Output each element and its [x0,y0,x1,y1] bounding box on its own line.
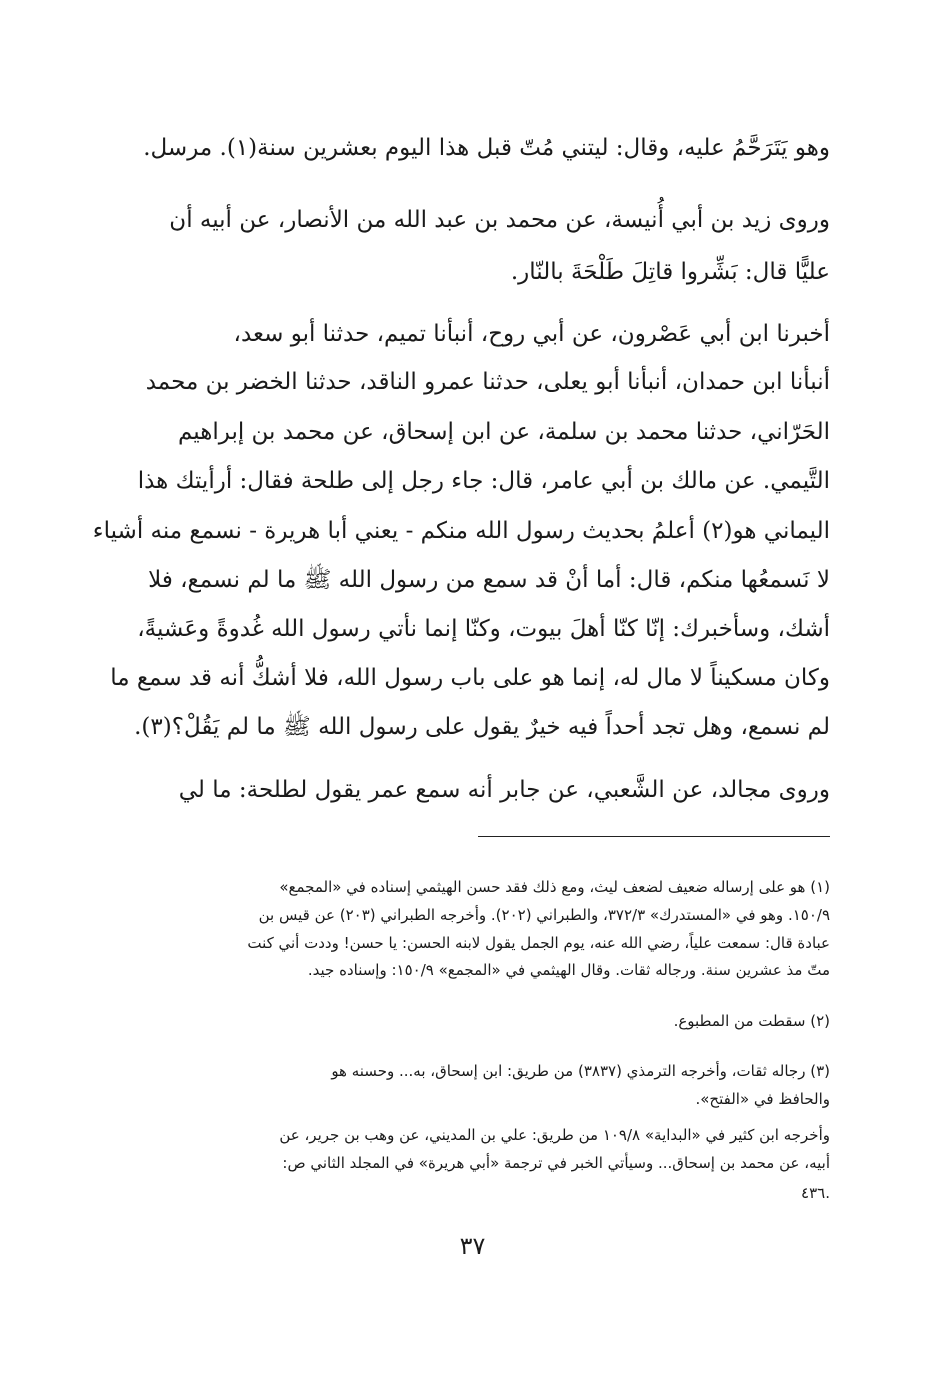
main-text-line-5: أنبأنا ابن حمدان، أنبأنا أبو يعلى، حدثنا عمرو الناقد، حدثنا الخضر بن محمد [145,369,830,395]
footnote-1-line-2: ١٥٠/٩. وهو في «المستدرك» ٣٧٢/٣، والطبراني (٢٠٢). وأخرجه الطبراني (٢٠٣) عن قيس بن [258,906,830,924]
footnote-3-line-1: (٣) رجاله ثقات، وأخرجه الترمذي (٣٨٣٧) من طريق: ابن إسحاق، به... وحسنه هو [331,1062,830,1080]
footnote-1-line-4: متّ مذ عشرين سنة. ورجاله ثقات. وقال الهيثمي في «المجمع» ١٥٠/٩: وإسناده جيد. [307,961,830,979]
main-text-line-3: عليًّا قال: بَشِّروا قاتِلَ طَلْحَةَ بالنّار. [510,259,830,285]
main-text-line-4: أخبرنا ابن أبي عَصْرون، عن أبي روح، أنبأنا تميم، حدثنا أبو سعد، [233,321,830,347]
main-text-line-9: لا نَسمعُها منكم، قال: أما أنْ قد سمع من رسول الله ﷺ ما لم نسمع، فلا [148,567,830,593]
main-text-line-1: وهو يَتَرَحَّمُ عليه، وقال: ليتني مُتّ قبل هذا اليوم بعشرين سنة(١). مرسل. [143,135,830,161]
main-text-line-12: لم نسمع، وهل تجد أحداً فيه خيرٌ يقول على رسول الله ﷺ ما لم يَقُلْ؟(٣). [134,714,830,740]
main-text-line-8: اليماني هو(٢) أعلمُ بحديث رسول الله منكم - يعني أبا هريرة - نسمع منه أشياء [92,518,830,544]
footnote-1-line-1: (١) هو على إرساله ضعيف لضعف ليث، ومع ذلك فقد حسن الهيثمي إسناده في «المجمع» [279,878,830,896]
footnote-3-line-2: والحافظ في «الفتح». [695,1090,830,1108]
main-text-line-11: وكان مسكيناً لا مال له، إنما هو على باب رسول الله، فلا أشكُّ أنه قد سمع ما [110,665,830,691]
footnote-2: (٢) سقطت من المطبوع. [673,1012,830,1030]
footnote-1-line-3: عبادة قال: سمعت علياً، رضي الله عنه، يوم الجمل يقول لابنه الحسن: يا حسن! وددت أني كنت [247,934,830,952]
footnote-3-line-3: وأخرجه ابن كثير في «البداية» ١٠٩/٨ من طريق: علي بن المديني، عن وهب بن جرير، عن [279,1126,830,1144]
footnote-divider [478,836,830,837]
main-text-line-7: التَّيمي. عن مالك بن أبي عامر، قال: جاء رجل إلى طلحة فقال: أرأيتك هذا [137,468,830,494]
main-text-line-6: الحَرّاني، حدثنا محمد بن سلمة، عن ابن إسحاق، عن محمد بن إبراهيم [177,419,830,445]
main-text-line-2: وروى زيد بن أبي أُنيسة، عن محمد بن عبد الله من الأنصار، عن أبيه أن [169,207,830,233]
footnote-3-line-4: أبيه، عن محمد بن إسحاق... وسيأتي الخبر في ترجمة «أبي هريرة» في المجلد الثاني ص: [282,1154,830,1172]
page-number: ٣٧ [459,1232,486,1260]
footnote-3-line-5: .٤٣٦ [801,1184,830,1202]
main-text-line-13: وروى مجالد، عن الشَّعبي، عن جابر أنه سمع عمر يقول لطلحة: ما لي [178,777,830,803]
main-text-line-10: أشك، وسأخبرك: إنّا كنّا أهلَ بيوت، وكنّا إنما نأتي رسول الله غُدوةً وعَشيةً، [137,616,830,642]
